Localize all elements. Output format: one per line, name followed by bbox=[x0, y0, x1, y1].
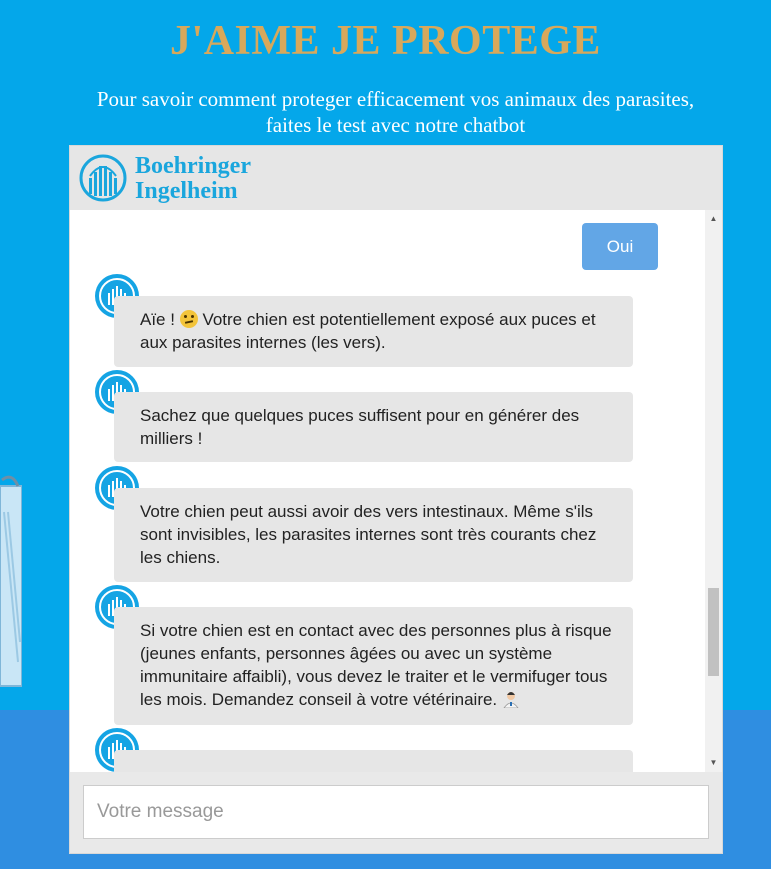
scroll-up-icon[interactable]: ▲ bbox=[709, 214, 718, 223]
chat-scrollbar[interactable] bbox=[705, 210, 722, 772]
brand-line-2: Ingelheim bbox=[135, 178, 238, 204]
bot-message-partial bbox=[114, 750, 633, 772]
bot-message-text-start: Aïe ! bbox=[140, 310, 175, 329]
subtitle-line-1: Pour savoir comment proteger efficacement vos animaux des parasites, bbox=[96, 87, 695, 111]
brand-name bbox=[135, 154, 251, 204]
bot-message-text-end: Votre chien est potentiellement exposé aux puces et aux parasites internes (les vers). bbox=[140, 310, 596, 352]
page-subtitle bbox=[60, 86, 731, 138]
confused-face-icon bbox=[180, 310, 198, 328]
chat-header bbox=[70, 146, 722, 210]
chatbot-window bbox=[70, 146, 722, 853]
bot-message bbox=[114, 296, 633, 367]
bot-message-text: Si votre chien est en contact avec des personnes plus à risque (jeunes enfants, personnes âgées ou avec un système immunitaire affaibli), vous devez le traiter et le vermifuger tous les mois. Demandez conseil à votre vétérinaire. bbox=[140, 621, 612, 709]
page-title: J'AIME JE PROTEGE bbox=[170, 18, 601, 64]
health-worker-icon bbox=[502, 690, 520, 708]
composer bbox=[70, 772, 722, 853]
subtitle-line-2: faites le test avec notre chatbot bbox=[265, 113, 526, 137]
boehringer-logo-icon bbox=[79, 154, 127, 202]
scroll-down-icon[interactable]: ▼ bbox=[709, 758, 718, 767]
message-input[interactable] bbox=[83, 785, 709, 839]
brand-line-1: Boehringer bbox=[135, 153, 251, 179]
message-list[interactable] bbox=[70, 210, 705, 772]
user-message: Oui bbox=[582, 223, 658, 270]
mascot-illustration bbox=[0, 472, 22, 692]
bot-message: Votre chien peut aussi avoir des vers intestinaux. Même s'ils sont invisibles, les parasites internes sont très courants chez les chiens. bbox=[114, 488, 633, 582]
scrollbar-thumb[interactable] bbox=[708, 588, 719, 676]
bot-message: Sachez que quelques puces suffisent pour en générer des milliers ! bbox=[114, 392, 633, 462]
bot-message bbox=[114, 607, 633, 725]
